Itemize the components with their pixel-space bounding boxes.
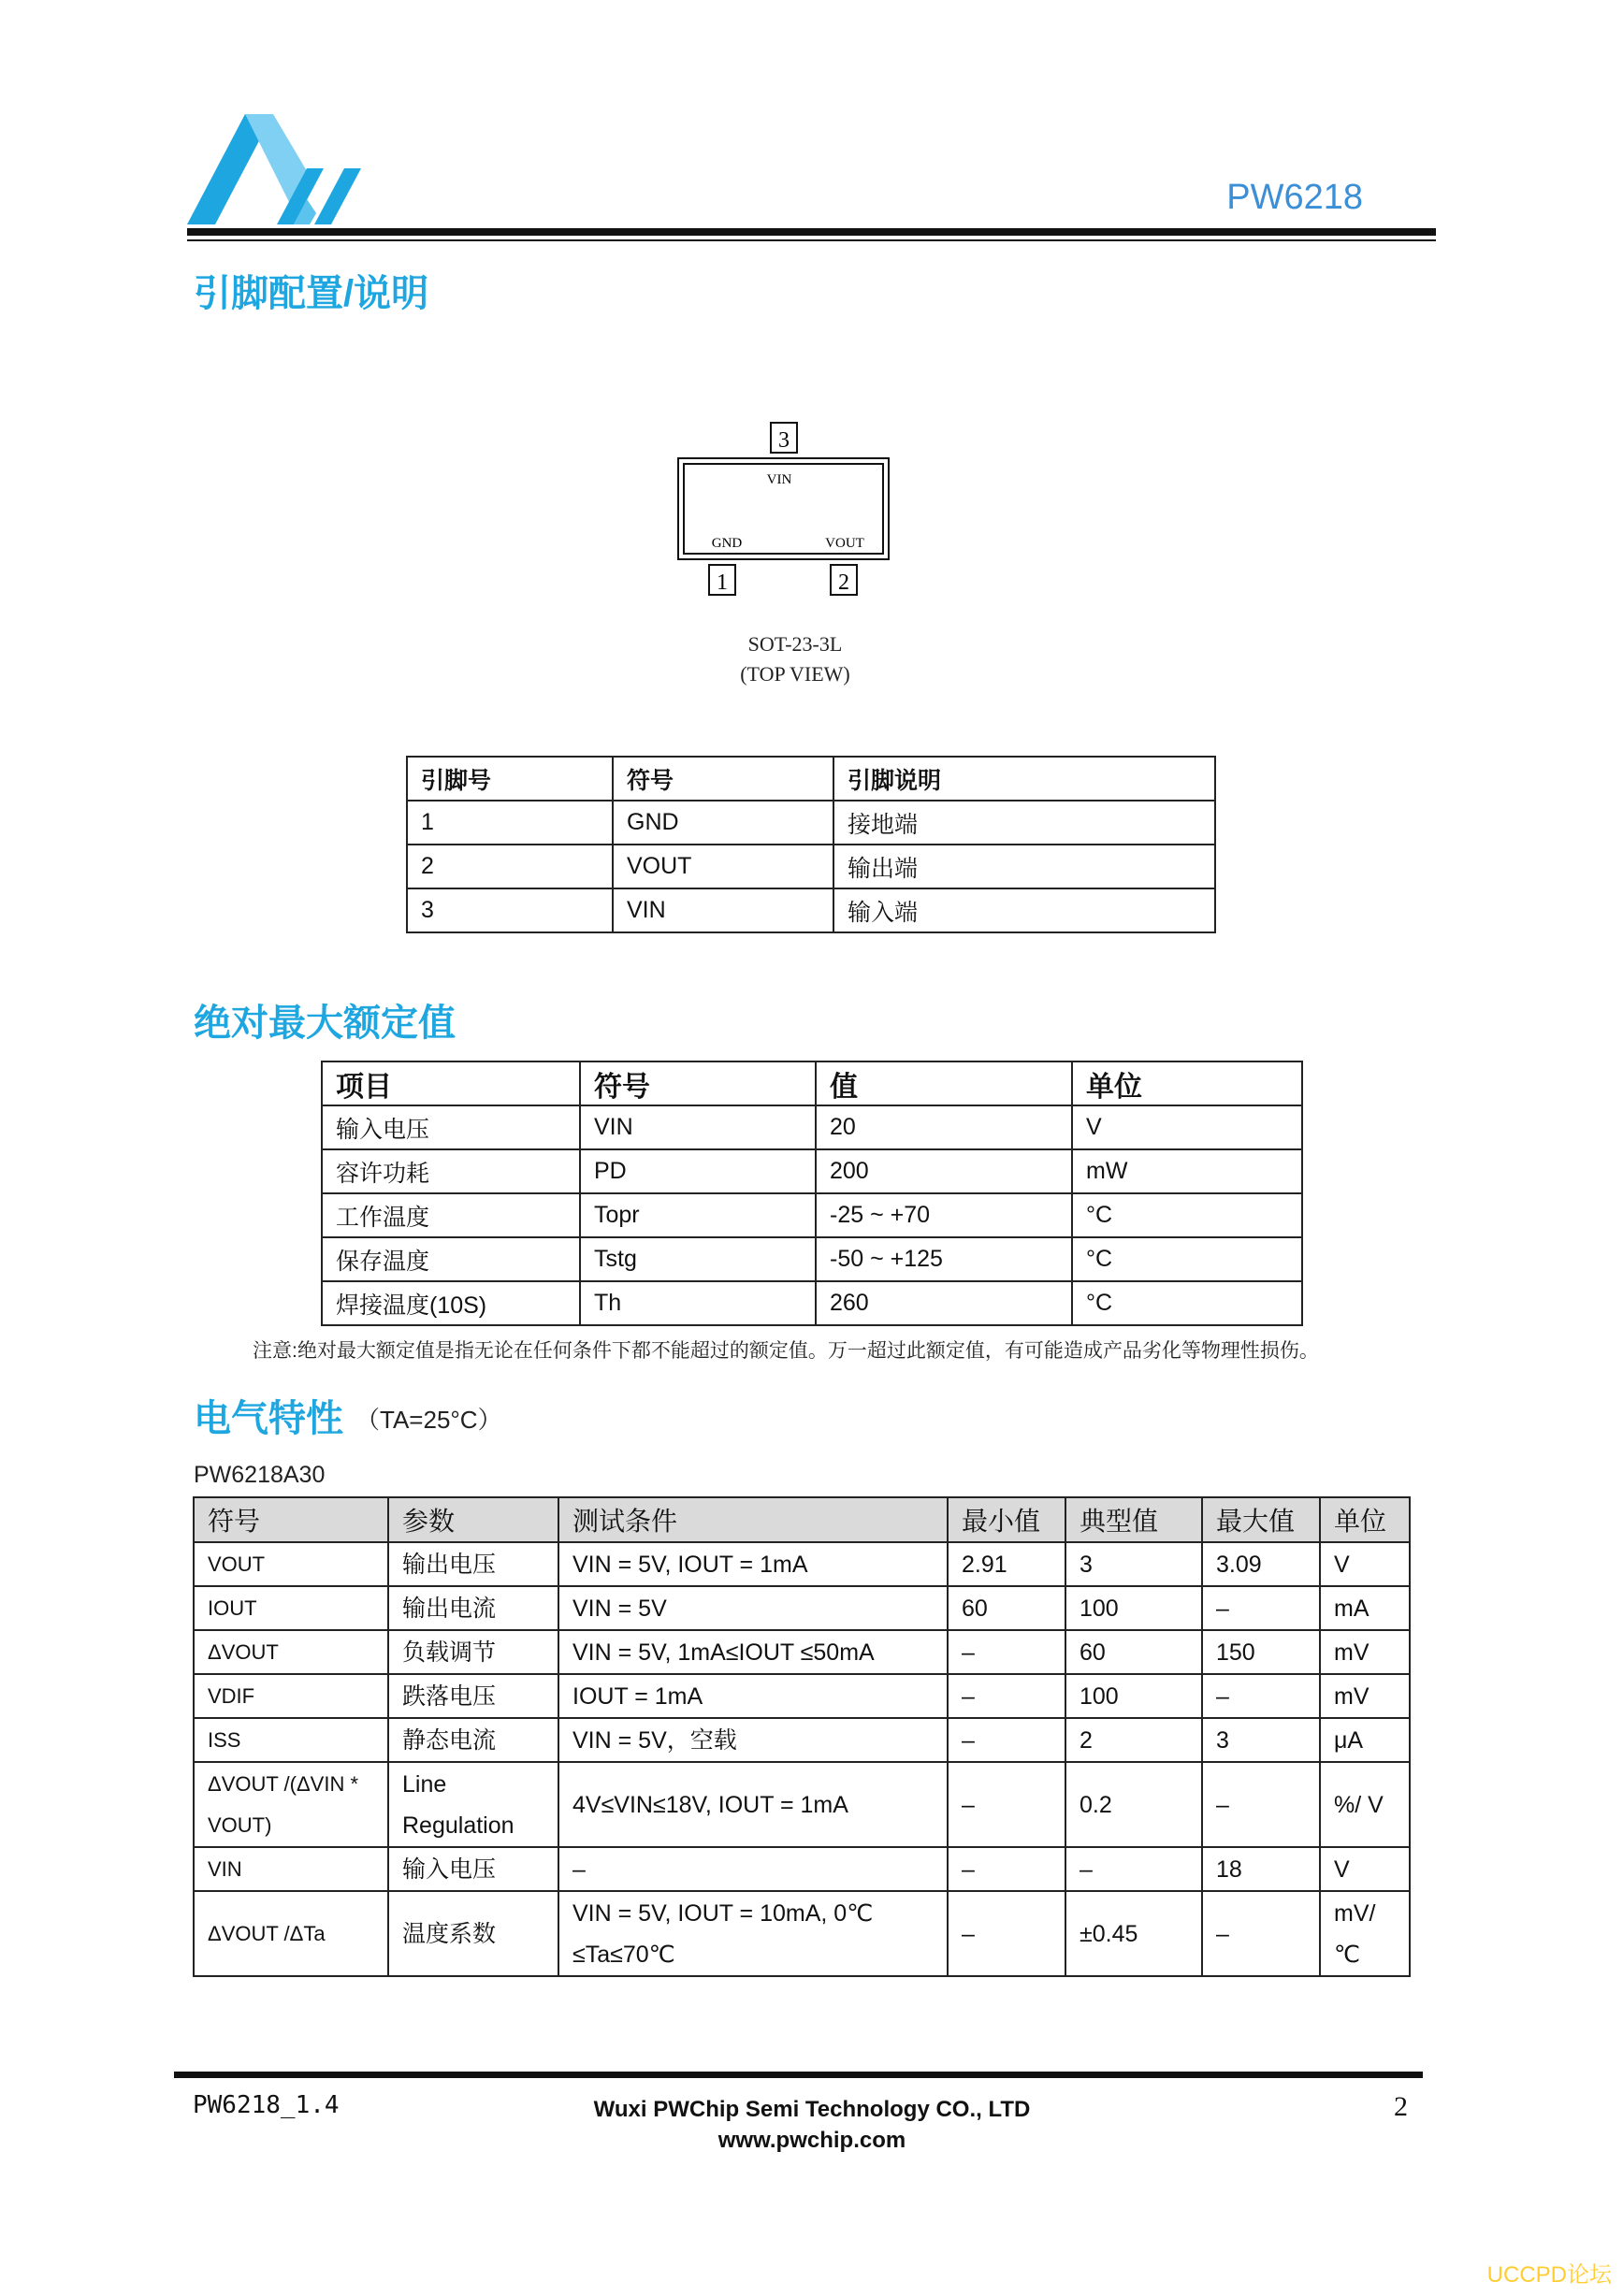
table-header: 引脚说明 (833, 757, 1215, 801)
table-cell: Th (580, 1281, 816, 1325)
abs-max-note: 注意:绝对最大额定值是指无论在任何条件下都不能超过的额定值。万一超过此额定值，有可能造成产品劣化等物理性损伤。 (253, 1340, 1319, 1362)
table-cell: -50 ~ +125 (816, 1237, 1072, 1281)
table-cell: 100 (1065, 1586, 1202, 1630)
package-caption (692, 629, 898, 689)
table-header: 符号 (613, 757, 833, 801)
table-row (322, 1193, 1302, 1237)
header-rule (187, 228, 1436, 236)
table-row (194, 1586, 1410, 1630)
table-cell: mV/℃ (1320, 1891, 1410, 1976)
table-cell: 200 (816, 1149, 1072, 1193)
table-row (407, 801, 1215, 845)
section-title-electrical: 电气特性 (194, 1398, 343, 1439)
table-cell: 输出电压 (388, 1542, 558, 1586)
table-cell: VIN (194, 1847, 388, 1891)
table-header: 单位 (1072, 1061, 1302, 1105)
table-header: 符号 (580, 1061, 816, 1105)
table-cell: 2.91 (948, 1542, 1065, 1586)
table-row (194, 1630, 1410, 1674)
table-cell: %/ V (1320, 1762, 1410, 1847)
table-cell: – (558, 1847, 948, 1891)
table-row (194, 1542, 1410, 1586)
table-header: 项目 (322, 1061, 580, 1105)
footer-website[interactable]: www.pwchip.com (717, 2128, 906, 2153)
table-cell: IOUT (194, 1586, 388, 1630)
table-header: 典型值 (1065, 1497, 1202, 1542)
table-cell: °C (1072, 1237, 1302, 1281)
table-header: 最大值 (1202, 1497, 1320, 1542)
table-row (322, 1237, 1302, 1281)
table-cell: ΔVOUT /(ΔVIN * VOUT) (194, 1762, 388, 1847)
table-row (194, 1674, 1410, 1718)
table-row (194, 1891, 1410, 1976)
table-row (407, 845, 1215, 888)
table-cell: – (1202, 1586, 1320, 1630)
table-cell: 3 (1065, 1542, 1202, 1586)
table-cell: VIN = 5V, IOUT = 10mA, 0℃ ≤Ta≤70℃ (558, 1891, 948, 1976)
table-cell: -25 ~ +70 (816, 1193, 1072, 1237)
table-cell: VIN (613, 888, 833, 932)
table-header: 值 (816, 1061, 1072, 1105)
pin-label-vout: VOUT (825, 536, 864, 551)
table-cell: mV (1320, 1674, 1410, 1718)
table-cell: 容许功耗 (322, 1149, 580, 1193)
table-cell: – (948, 1718, 1065, 1762)
pwchip-logo (187, 110, 374, 227)
watermark: UCCPD论坛 (1486, 2262, 1612, 2288)
table-cell: ISS (194, 1718, 388, 1762)
table-cell: 2 (407, 845, 613, 888)
table-row (322, 1281, 1302, 1325)
table-cell: 静态电流 (388, 1718, 558, 1762)
section-condition: （TA=25°C） (355, 1406, 502, 1434)
table-cell: V (1072, 1105, 1302, 1149)
table-cell: GND (613, 801, 833, 845)
table-cell: VIN = 5V (558, 1586, 948, 1630)
table-cell: Line Regulation (388, 1762, 558, 1847)
table-cell: – (1202, 1891, 1320, 1976)
table-cell: – (1065, 1847, 1202, 1891)
header-rule-thin (187, 239, 1436, 241)
table-header: 单位 (1320, 1497, 1410, 1542)
table-cell: ±0.45 (1065, 1891, 1202, 1976)
table-cell: 焊接温度(10S) (322, 1281, 580, 1325)
sot23-package-diagram (655, 412, 935, 608)
table-cell: – (948, 1891, 1065, 1976)
table-cell: V (1320, 1542, 1410, 1586)
table-cell: PD (580, 1149, 816, 1193)
table-row (322, 1149, 1302, 1193)
table-cell: mW (1072, 1149, 1302, 1193)
table-row (322, 1105, 1302, 1149)
table-cell: 150 (1202, 1630, 1320, 1674)
table-row (194, 1847, 1410, 1891)
table-cell: 输入端 (833, 888, 1215, 932)
table-cell: 1 (407, 801, 613, 845)
abs-max-table (321, 1061, 1303, 1326)
table-cell: 输入电压 (322, 1105, 580, 1149)
table-cell: 3 (407, 888, 613, 932)
table-header: 测试条件 (558, 1497, 948, 1542)
table-cell: VIN = 5V, IOUT = 1mA (558, 1542, 948, 1586)
table-header: 符号 (194, 1497, 388, 1542)
doc-code: PW6218 (1226, 178, 1363, 217)
table-cell: 60 (948, 1586, 1065, 1630)
footer-version: PW6218_1.4 (193, 2091, 340, 2119)
pin1-number: 1 (717, 570, 728, 595)
table-cell: VIN = 5V, 1mA≤IOUT ≤50mA (558, 1630, 948, 1674)
model-label: PW6218A30 (194, 1462, 326, 1488)
table-cell: 输出端 (833, 845, 1215, 888)
table-cell: – (948, 1674, 1065, 1718)
pin-label-gnd: GND (711, 536, 743, 551)
table-cell: V (1320, 1847, 1410, 1891)
table-cell: – (948, 1630, 1065, 1674)
table-cell: 2 (1065, 1718, 1202, 1762)
table-header-row (407, 757, 1215, 801)
footer-rule (174, 2072, 1423, 2078)
table-cell: VIN (580, 1105, 816, 1149)
table-cell: 260 (816, 1281, 1072, 1325)
section-title-abs-max: 绝对最大额定值 (194, 1003, 456, 1044)
package-name: SOT-23-3L (747, 632, 843, 656)
table-cell: ΔVOUT /ΔTa (194, 1891, 388, 1976)
table-cell: 温度系数 (388, 1891, 558, 1976)
table-cell: VOUT (613, 845, 833, 888)
table-cell: VIN = 5V，空载 (558, 1718, 948, 1762)
section-title-pin: 引脚配置/说明 (194, 273, 429, 314)
table-cell: – (948, 1762, 1065, 1847)
table-header: 引脚号 (407, 757, 613, 801)
table-row (194, 1718, 1410, 1762)
table-cell: 0.2 (1065, 1762, 1202, 1847)
pin-label-vin: VIN (766, 472, 792, 487)
pin2-number: 2 (838, 570, 849, 595)
table-cell: 100 (1065, 1674, 1202, 1718)
table-row (407, 888, 1215, 932)
footer-company: Wuxi PWChip Semi Technology CO., LTD (593, 2097, 1031, 2122)
table-header: 参数 (388, 1497, 558, 1542)
table-row (194, 1762, 1410, 1847)
table-cell: 18 (1202, 1847, 1320, 1891)
package-view: (TOP VIEW) (740, 662, 850, 686)
table-cell: 20 (816, 1105, 1072, 1149)
page-number: 2 (1394, 2091, 1408, 2122)
table-cell: 工作温度 (322, 1193, 580, 1237)
table-cell: 输出电流 (388, 1586, 558, 1630)
table-cell: °C (1072, 1193, 1302, 1237)
table-cell: 4V≤VIN≤18V, IOUT = 1mA (558, 1762, 948, 1847)
table-cell: VOUT (194, 1542, 388, 1586)
table-cell: 接地端 (833, 801, 1215, 845)
table-header-row (322, 1061, 1302, 1105)
table-cell: 负载调节 (388, 1630, 558, 1674)
electrical-table (193, 1496, 1411, 1977)
table-cell: 60 (1065, 1630, 1202, 1674)
table-header: 最小值 (948, 1497, 1065, 1542)
table-cell: mV (1320, 1630, 1410, 1674)
table-cell: 输入电压 (388, 1847, 558, 1891)
table-cell: 3 (1202, 1718, 1320, 1762)
pin3-number: 3 (778, 428, 790, 453)
table-cell: ΔVOUT (194, 1630, 388, 1674)
table-cell: Topr (580, 1193, 816, 1237)
table-cell: 保存温度 (322, 1237, 580, 1281)
table-header-row (194, 1497, 1410, 1542)
table-cell: mA (1320, 1586, 1410, 1630)
table-cell: Tstg (580, 1237, 816, 1281)
pin-table (406, 756, 1216, 933)
table-cell: – (948, 1847, 1065, 1891)
table-cell: °C (1072, 1281, 1302, 1325)
table-cell: μA (1320, 1718, 1410, 1762)
table-cell: – (1202, 1762, 1320, 1847)
table-cell: VDIF (194, 1674, 388, 1718)
table-cell: – (1202, 1674, 1320, 1718)
table-cell: 跌落电压 (388, 1674, 558, 1718)
table-cell: IOUT = 1mA (558, 1674, 948, 1718)
table-cell: 3.09 (1202, 1542, 1320, 1586)
